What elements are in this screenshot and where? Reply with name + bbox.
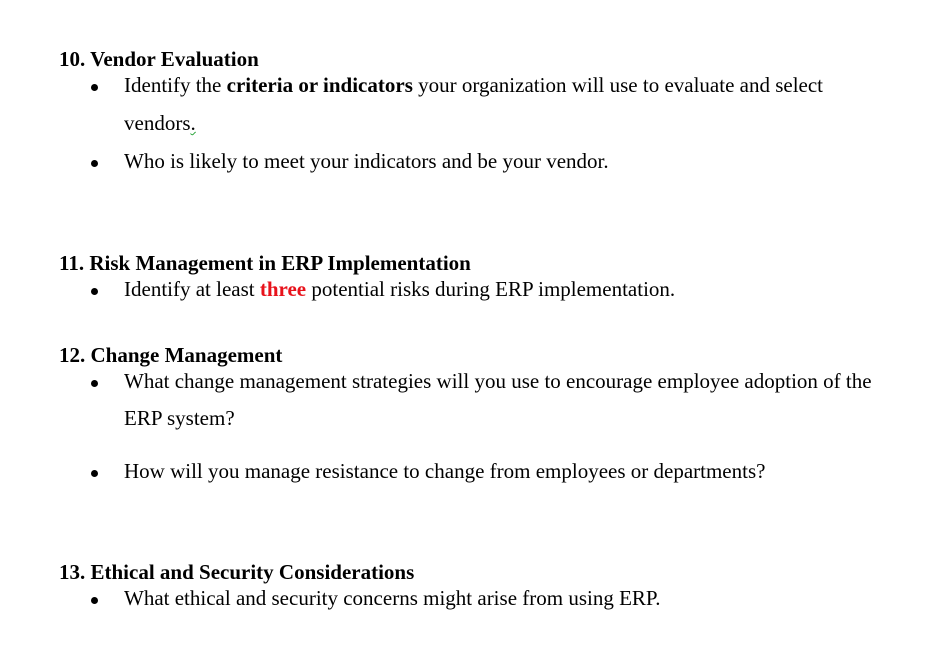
bullet-text-part: vendors [124,111,191,135]
bullet-text-part: potential risks during ERP implementation. [306,277,676,301]
bullet-icon [91,160,98,167]
section-10-heading: 10. Vendor Evaluation [59,47,259,71]
section-11-bullet-1 [124,277,675,302]
section-12-bullet-1-line-2: ERP system? [124,406,235,430]
section-12-bullet-1-line-1: What change management strategies will you use to encourage employee adoption of the [124,369,872,393]
section-11-heading: 11. Risk Management in ERP Implementation [59,251,471,275]
bullet-icon [91,84,98,91]
bullet-text-part: Identify at least [124,277,260,301]
bullet-icon [91,288,98,295]
section-10-bullet-2: Who is likely to meet your indicators and be your vendor. [124,149,609,173]
bullet-icon [91,597,98,604]
section-10-bullet-1-line-1 [124,73,823,98]
section-13-heading: 13. Ethical and Security Considerations [59,560,415,584]
bullet-icon [91,470,98,477]
section-12-heading: 12. Change Management [59,343,283,367]
spellcheck-mark: . [190,111,196,135]
section-12-bullet-2: How will you manage resistance to change from employees or departments? [124,459,766,483]
section-13-bullet-1: What ethical and security concerns might arise from using ERP. [124,586,661,610]
highlight-text: three [259,277,307,301]
section-10-bullet-1-line-2 [124,111,196,136]
bullet-bold-text: criteria or indicators [226,73,413,97]
bullet-text-part: Identify the [124,73,227,97]
bullet-icon [91,380,98,387]
bullet-text-part: your organization will use to evaluate and select [412,73,824,97]
